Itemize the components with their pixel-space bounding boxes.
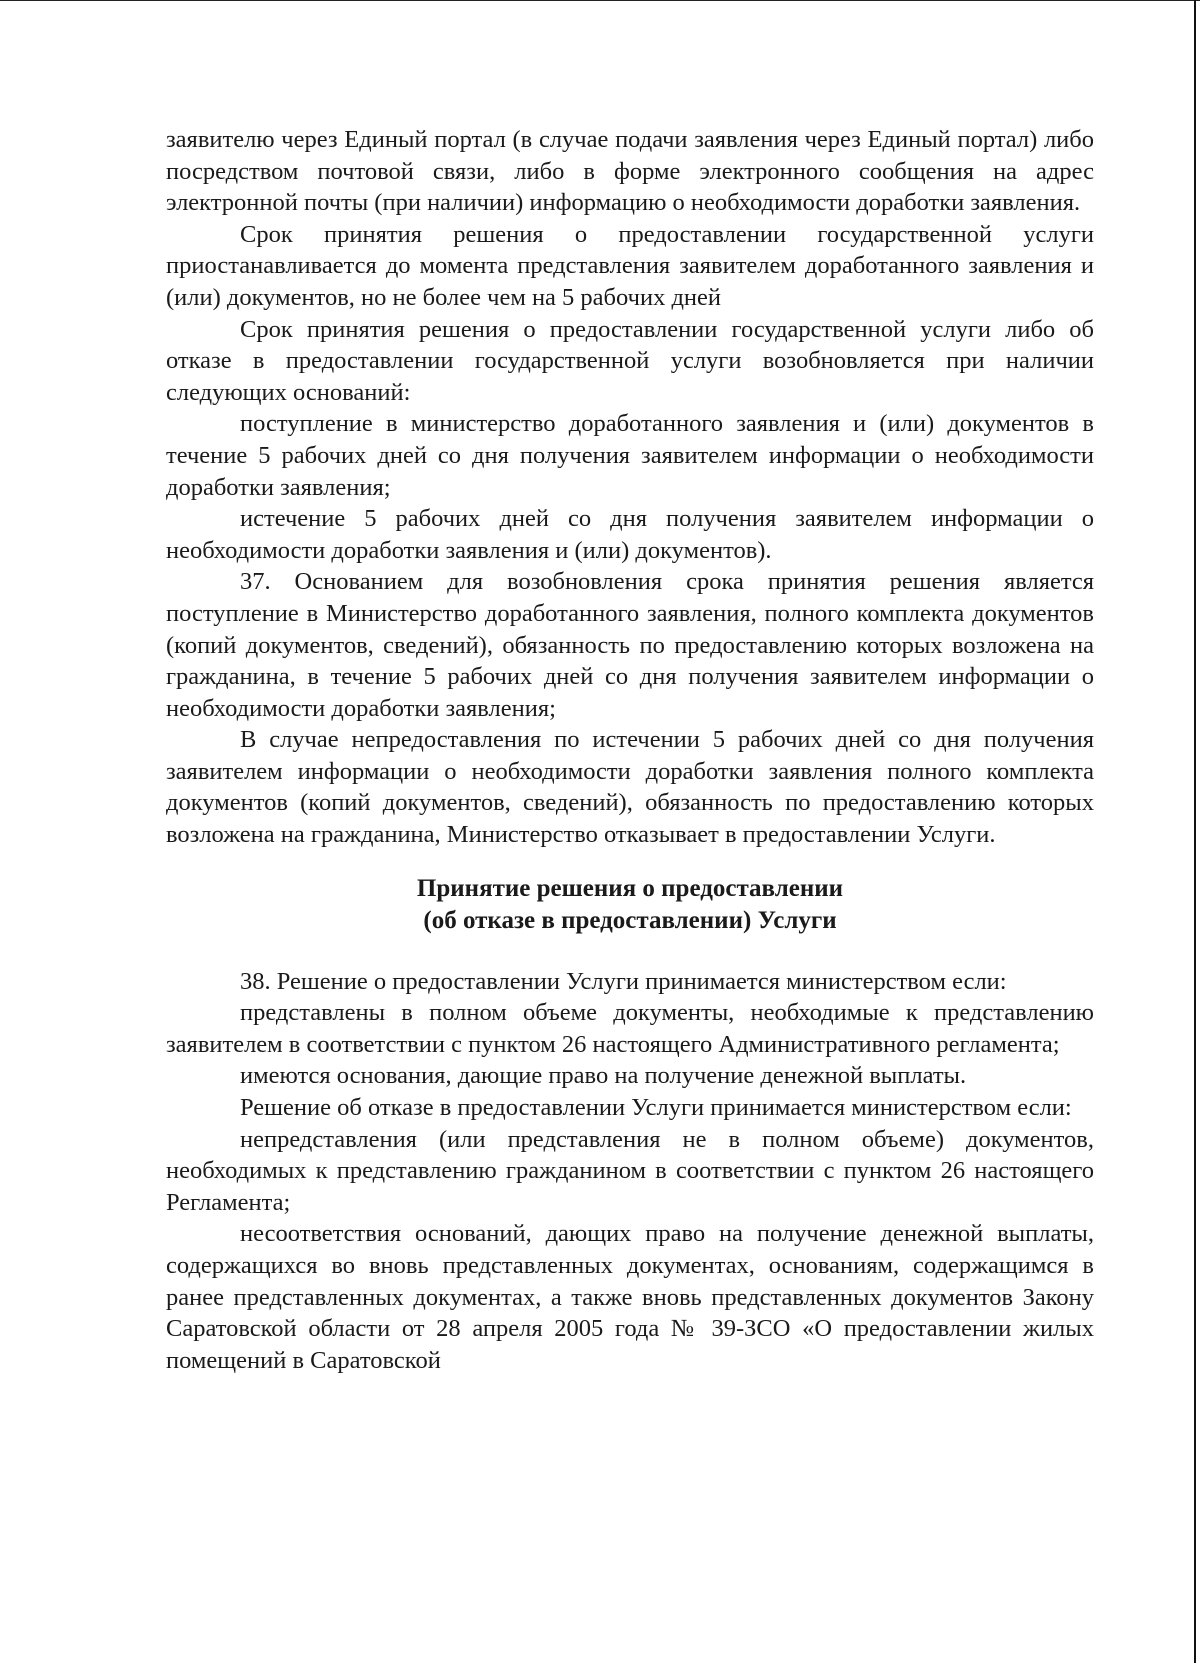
paragraph-refusal-nonsubmission: непредставления (или представления не в полном объеме) документов, необходимых к представлению гражданином в соответствии с пунктом 26 настоящего Регламента; xyxy=(166,1125,1094,1216)
paragraph-basis-receipt: поступление в министерство доработанного заявления и (или) документов в течение 5 рабочих дней со дня получения заявителем информации о необходимости доработки заявления; xyxy=(166,410,1094,501)
paragraph-refusal-case: В случае непредоставления по истечении 5 рабочих дней со дня получения заявителем информации о необходимости доработки заявления полного комплекта документов (копий документов, сведений), обязанность по предоставлению которых возложена на гражданина, Министерство отказывает в предоставлении Услуги. xyxy=(166,726,1094,849)
scan-edge-top xyxy=(0,0,1200,1)
section-heading xyxy=(166,873,1094,937)
paragraph-basis-expiry: истечение 5 рабочих дней со дня получения заявителем информации о необходимости доработки заявления и (или) документов). xyxy=(166,505,1094,564)
paragraph-refusal-decision: Решение об отказе в предоставлении Услуги принимается министерством если: xyxy=(240,1094,1072,1122)
document-body xyxy=(166,124,1094,1376)
scan-edge-right xyxy=(1194,0,1196,1663)
section-heading-line-2: (об отказе в предоставлении) Услуги xyxy=(423,906,837,934)
paragraph-continuation: заявителю через Единый портал (в случае подачи заявления через Единый портал) либо посредством почтовой связи, либо в форме электронного сообщения на адрес электронной почты (при наличии) информацию о необходимости доработки заявления. xyxy=(166,126,1094,217)
paragraph-condition-documents: представлены в полном объеме документы, необходимые к представлению заявителем в соответствии с пунктом 26 настоящего Административного регламента; xyxy=(166,999,1094,1058)
paragraph-refusal-mismatch: несоответствия оснований, дающих право на получение денежной выплаты, содержащихся во вновь представленных документах, основаниям, содержащимся в ранее представленных документах, а также вновь представленных документов Закону Саратовской области от 28 апреля 2005 года № 39-ЗСО «О предоставлении жилых помещений в Саратовской xyxy=(166,1220,1094,1374)
paragraph-suspension-term: Срок принятия решения о предоставлении государственной услуги приостанавливается до момента представления заявителем доработанного заявления и (или) документов, но не более чем на 5 рабочих дней xyxy=(166,220,1094,311)
paragraph-item-37: 37. Основанием для возобновления срока принятия решения является поступление в Министерство доработанного заявления, полного комплекта документов (копий документов, сведений), обязанность по предоставлению которых возложена на гражданина, в течение 5 рабочих дней со дня получения заявителем информации о необходимости доработки заявления; xyxy=(166,568,1094,722)
paragraph-item-38: 38. Решение о предоставлении Услуги принимается министерством если: xyxy=(240,967,1007,995)
paragraph-condition-grounds: имеются основания, дающие право на получение денежной выплаты. xyxy=(240,1062,967,1090)
paragraph-resumption-term: Срок принятия решения о предоставлении государственной услуги либо об отказе в предоставлении государственной услуги возобновляется при наличии следующих оснований: xyxy=(166,315,1094,406)
section-heading-line-1: Принятие решения о предоставлении xyxy=(416,874,844,902)
